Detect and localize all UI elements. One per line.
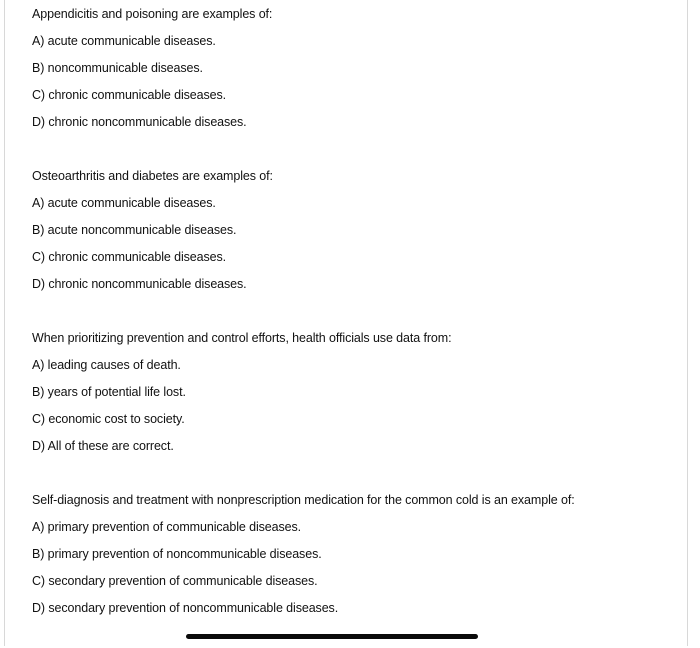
option-c[interactable]: C) chronic communicable diseases. bbox=[32, 250, 227, 264]
option-d[interactable]: D) All of these are correct. bbox=[32, 439, 174, 453]
question-prompt: Self-diagnosis and treatment with nonprescription medication for the common cold is an example of: bbox=[32, 493, 575, 507]
question-prompt: When prioritizing prevention and control efforts, health officials use data from: bbox=[32, 331, 452, 345]
home-indicator-bar[interactable] bbox=[186, 634, 478, 639]
option-b[interactable]: B) primary prevention of noncommunicable diseases. bbox=[32, 547, 322, 561]
question-prompt: Appendicitis and poisoning are examples of: bbox=[32, 7, 273, 21]
option-a[interactable]: A) leading causes of death. bbox=[32, 358, 181, 372]
option-c[interactable]: C) secondary prevention of communicable diseases. bbox=[32, 574, 318, 588]
option-d[interactable]: D) chronic noncommunicable diseases. bbox=[32, 277, 247, 291]
option-b[interactable]: B) noncommunicable diseases. bbox=[32, 61, 203, 75]
option-a[interactable]: A) acute communicable diseases. bbox=[32, 34, 216, 48]
option-d[interactable]: D) secondary prevention of noncommunicable diseases. bbox=[32, 601, 339, 615]
option-c[interactable]: C) economic cost to society. bbox=[32, 412, 185, 426]
question-prompt: Osteoarthritis and diabetes are examples of: bbox=[32, 169, 273, 183]
option-b[interactable]: B) years of potential life lost. bbox=[32, 385, 186, 399]
option-a[interactable]: A) primary prevention of communicable diseases. bbox=[32, 520, 302, 534]
option-d[interactable]: D) chronic noncommunicable diseases. bbox=[32, 115, 247, 129]
option-a[interactable]: A) acute communicable diseases. bbox=[32, 196, 216, 210]
option-c[interactable]: C) chronic communicable diseases. bbox=[32, 88, 227, 102]
option-b[interactable]: B) acute noncommunicable diseases. bbox=[32, 223, 237, 237]
